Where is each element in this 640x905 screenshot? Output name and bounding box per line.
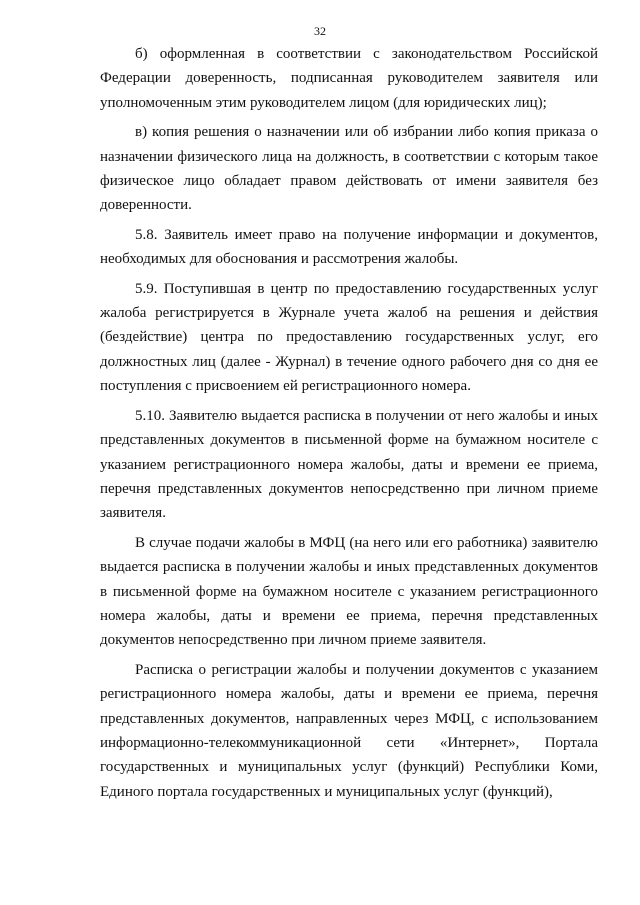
paragraph-5-10: 5.10. Заявителю выдается расписка в получении от него жалобы и иных представленных документов в письменной форме на бумажном носителе с указанием регистрационного номера жалобы, даты и времени ее приема, перечня представленных документов непосредственно при личном приеме заявителя. [100,407,598,522]
paragraph-item-b: б) оформленная в соответствии с законодательством Российской Федерации доверенность, подписанная руководителем заявителя или уполномоченным этим руководителем лицом (для юридических лиц); [100,46,598,111]
paragraph-5-9: 5.9. Поступившая в центр по предоставлению государственных услуг жалоба регистрируется в Журнале учета жалоб на решения и действия (бездействие) центра по предоставлению государственных услуг, его должностных лиц (далее - Журнал) в течение одного рабочего дня со дня ее поступления с присвоением ей регистрационного номера. [100,280,598,395]
document-body [100,42,598,804]
paragraph-receipt: Расписка о регистрации жалобы и получении документов с указанием регистрационного номера жалобы, даты и времени ее приема, перечня представленных документов, направленных через МФЦ, с использованием информационно-телекоммуникационной сети «Интернет», Портала государственных и муниципальных услуг (функций) Республики Коми, Единого портала государственных и муниципальных услуг (функций), [100,661,598,800]
paragraph-5-8: 5.8. Заявитель имеет право на получение информации и документов, необходимых для обоснования и рассмотрения жалобы. [100,226,598,268]
page-number: 32 [314,24,326,38]
paragraph-mfc-case: В случае подачи жалобы в МФЦ (на него или его работника) заявителю выдается расписка в получении жалобы и иных представленных документов в письменной форме на бумажном носителе с указанием регистрационного номера жалобы, даты и времени ее приема, перечня представленных документов непосредственно при личном приеме заявителя. [100,534,598,649]
paragraph-item-v: в) копия решения о назначении или об избрании либо копия приказа о назначении физического лица на должность, в соответствии с которым такое физическое лицо обладает правом действовать от имени заявителя без доверенности. [100,124,598,214]
